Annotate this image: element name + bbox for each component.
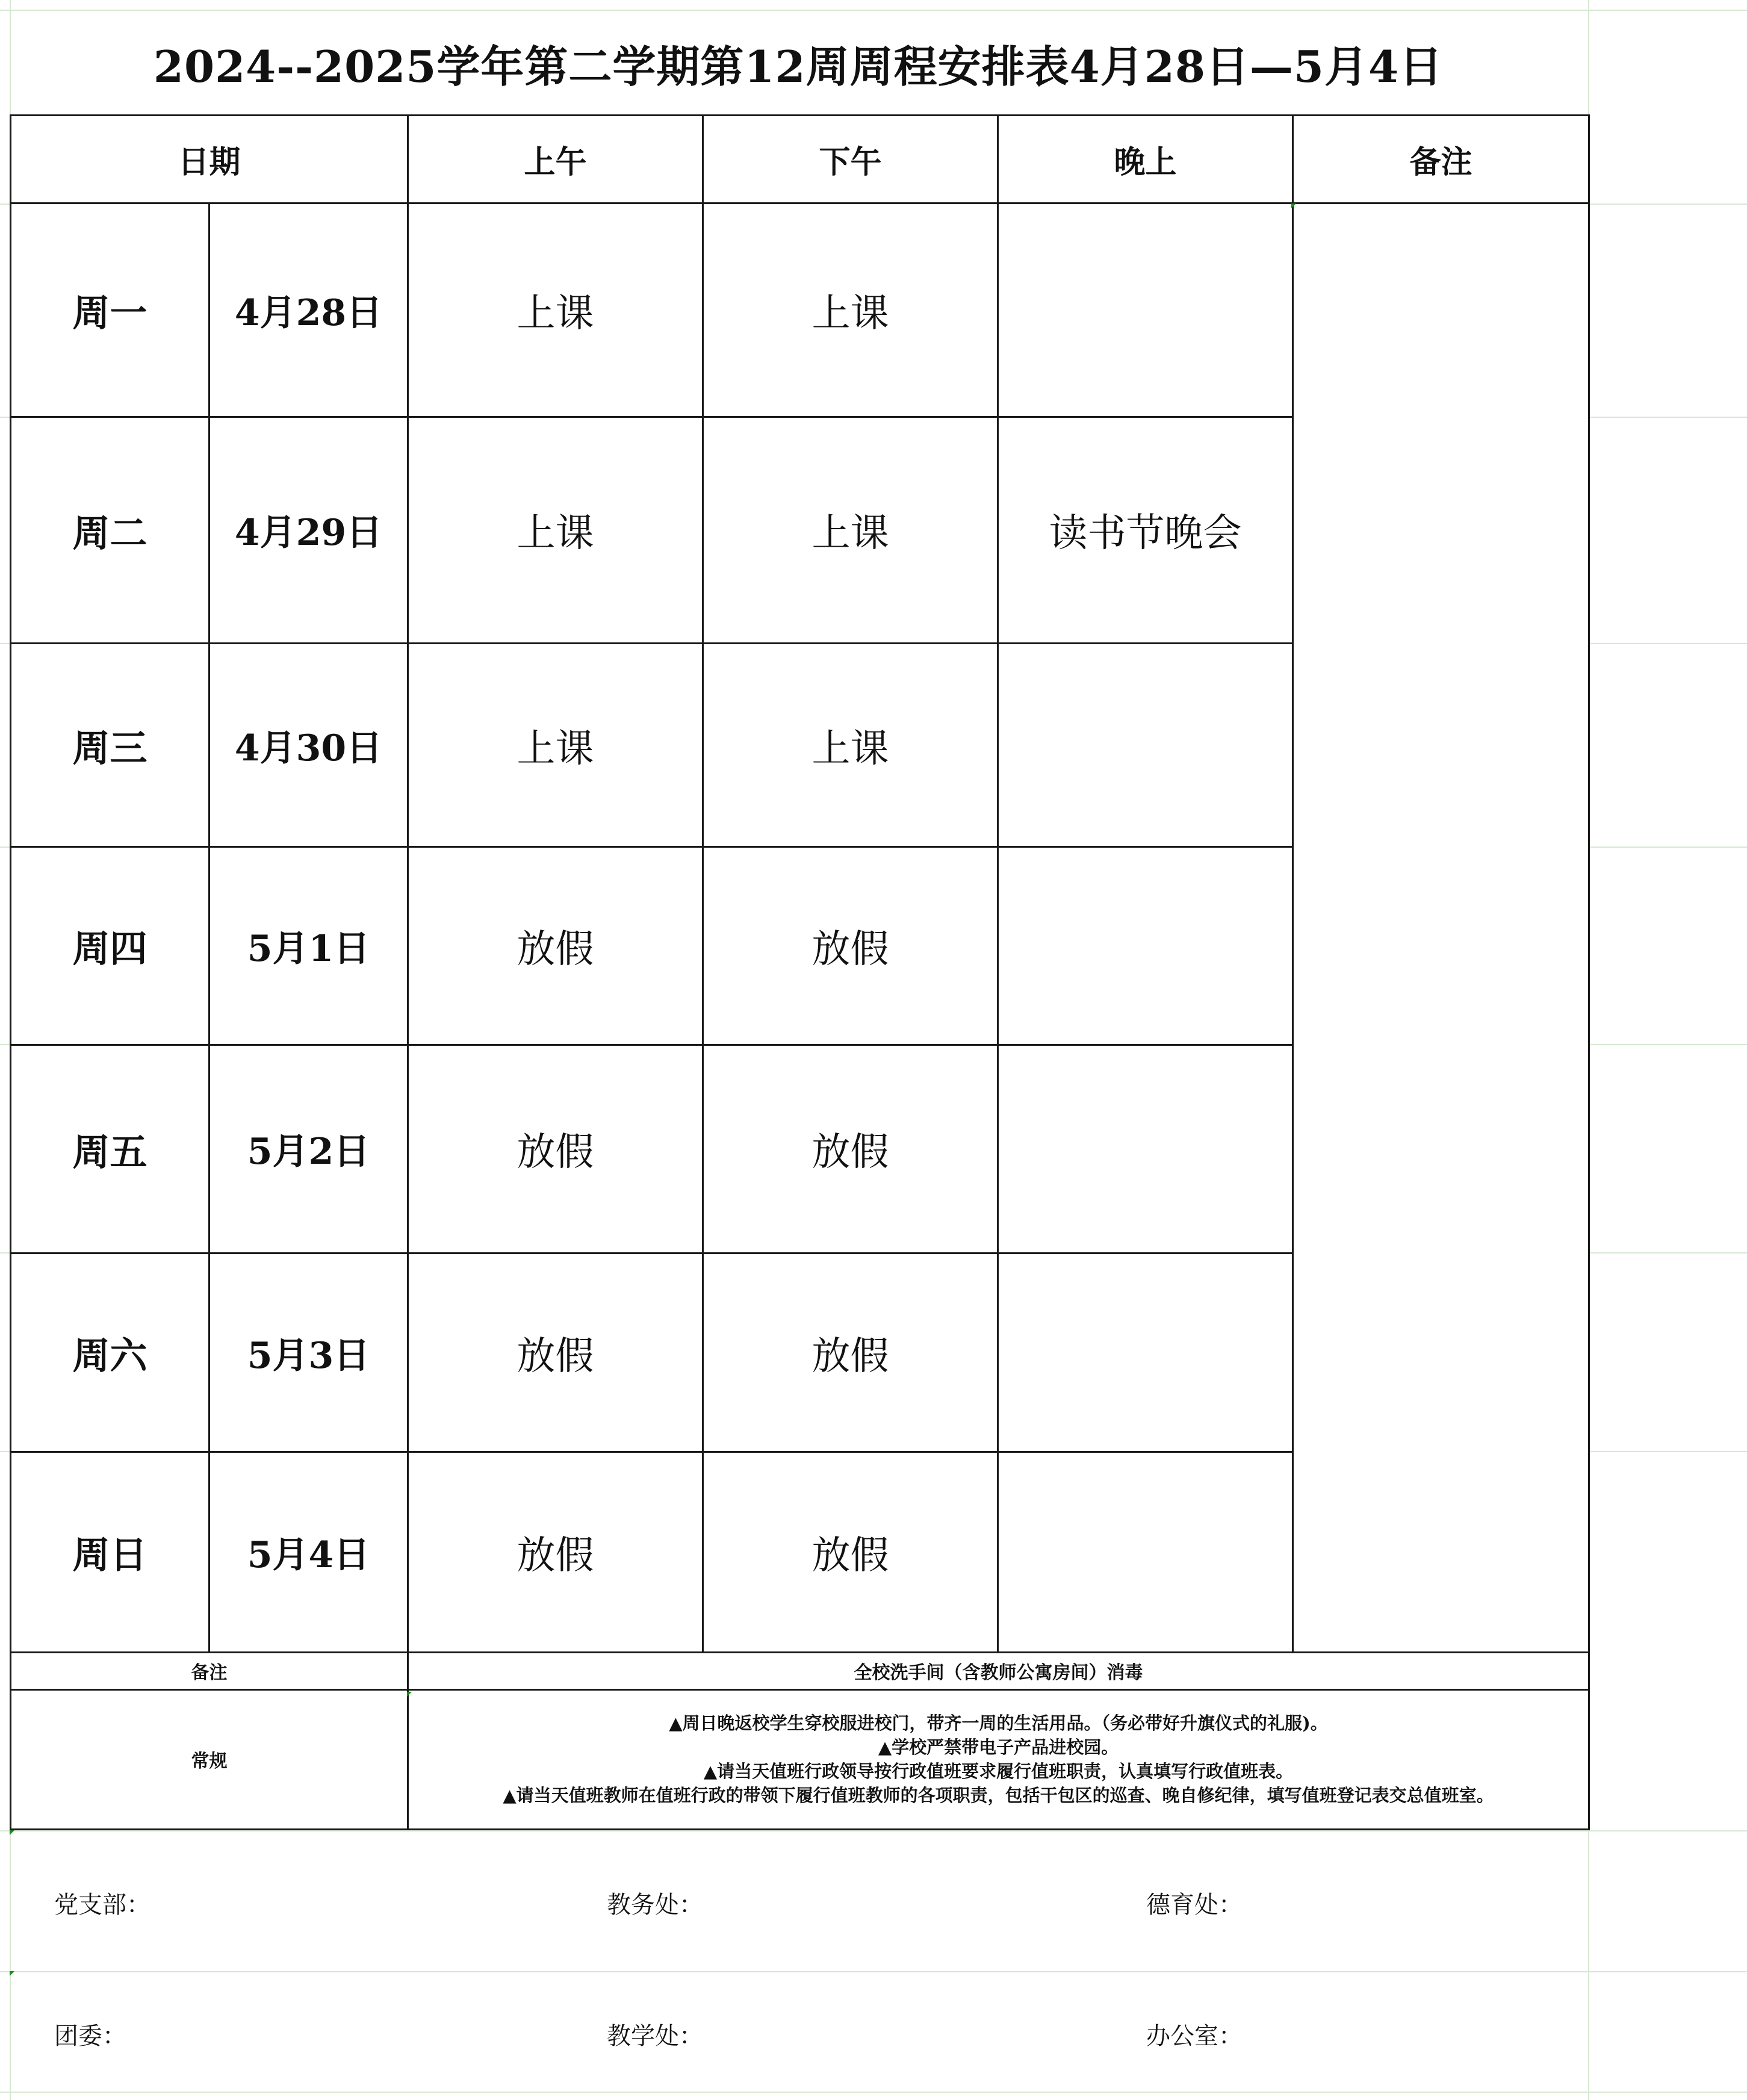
grid-line: [0, 1830, 1747, 1831]
afternoon-cell: 上课: [703, 203, 998, 417]
date-cell: 4月28日: [209, 203, 408, 417]
morning-cell: 放假: [408, 1253, 703, 1452]
day-cell: 周二: [11, 417, 209, 643]
evening-cell: [998, 643, 1293, 847]
morning-cell: 放假: [408, 847, 703, 1045]
signature-party-branch: 党支部：: [54, 1891, 150, 1919]
signature-youth-league: 团委：: [54, 2022, 126, 2050]
table-row: [11, 203, 1589, 417]
grid-line: [0, 2092, 1747, 2093]
remark-label: 备注: [11, 1652, 408, 1689]
date-cell: 5月1日: [209, 847, 408, 1045]
evening-cell: 读书节晚会: [998, 417, 1293, 643]
page-title: 2024--2025学年第二学期第12周周程安排表4月28日—5月4日: [153, 41, 1444, 92]
routine-label: 常规: [11, 1689, 408, 1829]
afternoon-cell: 放假: [703, 847, 998, 1045]
header-morning: 上午: [408, 116, 703, 203]
day-cell: 周四: [11, 847, 209, 1045]
date-cell: 5月2日: [209, 1045, 408, 1253]
afternoon-cell: 上课: [703, 417, 998, 643]
routine-line: ▲请当天值班教师在值班行政的带领下履行值班教师的各项职责，包括干包区的巡查、晚自修纪律，填写值班登记表交总值班室。: [503, 1785, 1494, 1806]
morning-cell: 放假: [408, 1452, 703, 1652]
signature-teaching-office: 教学处：: [607, 2022, 703, 2050]
cell-marker: [1291, 203, 1296, 208]
evening-cell: [998, 847, 1293, 1045]
afternoon-cell: 放假: [703, 1253, 998, 1452]
date-cell: 4月29日: [209, 417, 408, 643]
date-cell: 5月3日: [209, 1253, 408, 1452]
date-cell: 4月30日: [209, 643, 408, 847]
routine-notes: [408, 1689, 1589, 1829]
routine-row: [11, 1689, 1589, 1829]
day-cell: 周三: [11, 643, 209, 847]
date-cell: 5月4日: [209, 1452, 408, 1652]
cell-marker: [407, 1692, 412, 1697]
routine-line: ▲请当天值班行政领导按行政值班要求履行值班职责，认真填写行政值班表。: [703, 1761, 1294, 1782]
remark-row: [11, 1652, 1589, 1689]
grid-line: [0, 10, 1747, 11]
header-evening: 晚上: [998, 116, 1293, 203]
routine-line: ▲周日晚返校学生穿校服进校门，带齐一周的生活用品。（务必带好升旗仪式的礼服)。: [669, 1713, 1328, 1734]
evening-cell: [998, 1045, 1293, 1253]
day-cell: 周六: [11, 1253, 209, 1452]
morning-cell: 上课: [408, 643, 703, 847]
remark-text: 全校洗手间（含教师公寓房间）消毒: [408, 1652, 1589, 1689]
routine-line: ▲学校严禁带电子产品进校园。: [878, 1737, 1119, 1758]
remarks-cell: [1293, 203, 1589, 1652]
morning-cell: 放假: [408, 1045, 703, 1253]
afternoon-cell: 上课: [703, 643, 998, 847]
header-afternoon: 下午: [703, 116, 998, 203]
header-date: 日期: [11, 116, 408, 203]
afternoon-cell: 放假: [703, 1452, 998, 1652]
schedule-table: [10, 114, 1590, 1830]
cell-marker: [10, 1971, 14, 1976]
morning-cell: 上课: [408, 203, 703, 417]
afternoon-cell: 放假: [703, 1045, 998, 1253]
evening-cell: [998, 203, 1293, 417]
evening-cell: [998, 1452, 1293, 1652]
day-cell: 周五: [11, 1045, 209, 1253]
header-row: [11, 116, 1589, 203]
evening-cell: [998, 1253, 1293, 1452]
header-remarks: 备注: [1293, 116, 1589, 203]
signature-general-office: 办公室：: [1146, 2022, 1243, 2050]
day-cell: 周一: [11, 203, 209, 417]
morning-cell: 上课: [408, 417, 703, 643]
grid-line: [0, 1971, 1747, 1972]
day-cell: 周日: [11, 1452, 209, 1652]
signature-moral-education: 德育处：: [1146, 1891, 1243, 1919]
cell-marker: [10, 1830, 14, 1835]
signature-academic-affairs: 教务处：: [607, 1891, 703, 1919]
